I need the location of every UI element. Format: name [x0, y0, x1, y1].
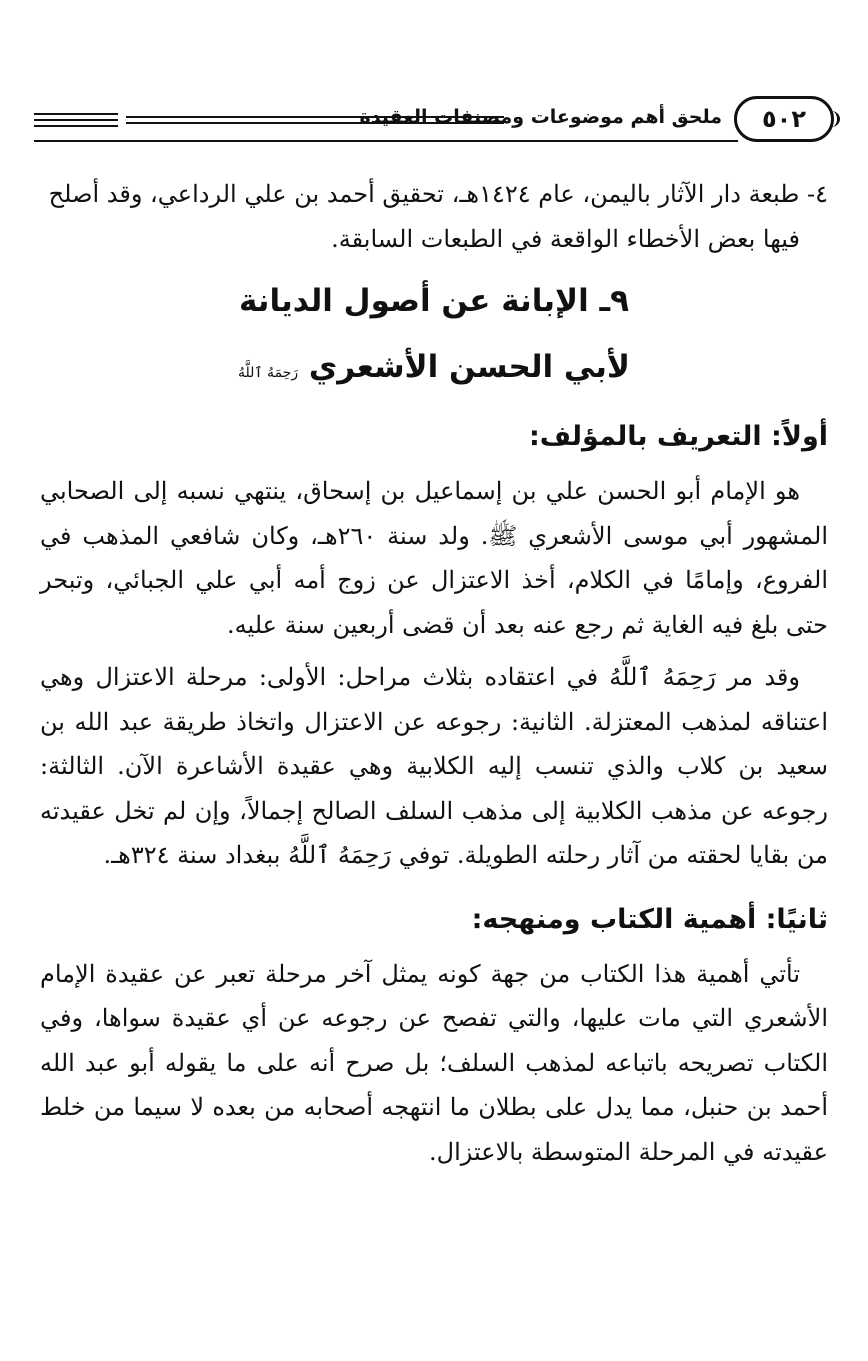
- book-title: ٩ـ الإبانة عن أصول الديانة: [239, 283, 629, 319]
- book-author: لأبي الحسن الأشعري: [308, 349, 630, 385]
- paragraph-author-stages: وقد مر رَحِمَهُ ٱللَّهُ في اعتقاده بثلاث مراحل: الأولى: مرحلة الاعتزال وهي اعتناقه لمذهب المعتزلة. الثانية: رجوعه عن الاعتزال واتخاذ طريقة عبد الله بن سعيد بن كلاب والذي تنسب إليه الكلابية وهي عقيدة الأشاعرة الآن. الثالثة: رجوعه عن مذهب الكلابية إلى مذهب السلف الصالح إجمالاً، وإن لم تخل عقيدته من بقايا لحقته من آثار رحلته الطويلة. توفي رَحِمَهُ ٱللَّهُ ببغداد سنة ٣٢٤هـ.: [40, 663, 828, 869]
- book-author-line: [40, 345, 828, 395]
- page-number: ٥٠٢: [762, 105, 806, 133]
- section-heading-author: أولاً: التعريف بالمؤلف:: [528, 421, 828, 452]
- honorific: رَحِمَهُ ٱللَّهُ: [238, 365, 299, 381]
- list-item-4-line2: فيها بعض الأخطاء الواقعة في الطبعات السابقة.: [331, 224, 800, 253]
- section-heading-book: ثانيًا: أهمية الكتاب ومنهجه:: [471, 903, 828, 935]
- header-rule: [34, 125, 118, 127]
- page-number-badge: [734, 96, 834, 142]
- list-item-4-line1: ٤- طبعة دار الآثار باليمن، عام ١٤٢٤هـ، تحقيق أحمد بن علي الرداعي، وقد أصلح: [48, 180, 828, 208]
- header-rule: [34, 119, 118, 121]
- header-title: ملحق أهم موضوعات ومصنفات العقيدة: [359, 106, 722, 128]
- running-header: [34, 96, 834, 156]
- paragraph-book-importance: تأتي أهمية هذا الكتاب من جهة كونه يمثل آخر مرحلة تعبر عن عقيدة الإمام الأشعري التي مات عليها، والتي تفصح عن رجوعه عن أي عقيدة سواها، وفي الكتاب تصريحه باتباعه لمذهب السلف؛ بل صرح أنه على ما يقوله أبو عبد الله أحمد بن حنبل، مما يدل على بطلان ما انتهجه أصحابه من بعده لا سيما من خلط عقيدته في المرحلة المتوسطة بالاعتزال.: [40, 959, 828, 1166]
- paragraph-author-bio: هو الإمام أبو الحسن علي بن إسماعيل بن إسحاق، ينتهي نسبه إلى الصحابي المشهور أبي موسى الأشعري ﷺ. ولد سنة ٢٦٠هـ، وكان شافعي المذهب في الفروع، وإمامًا في الكلام، أخذ الاعتزال عن زوج أمه أبي علي الجبائي، وتبحر حتى بلغ فيه الغاية ثم رجع عنه بعد أن قضى أربعين سنة عليه.: [40, 477, 828, 639]
- page-content: [40, 172, 828, 1174]
- header-rule: [34, 113, 118, 115]
- header-divider: [34, 140, 738, 142]
- badge-ornament: [823, 111, 840, 127]
